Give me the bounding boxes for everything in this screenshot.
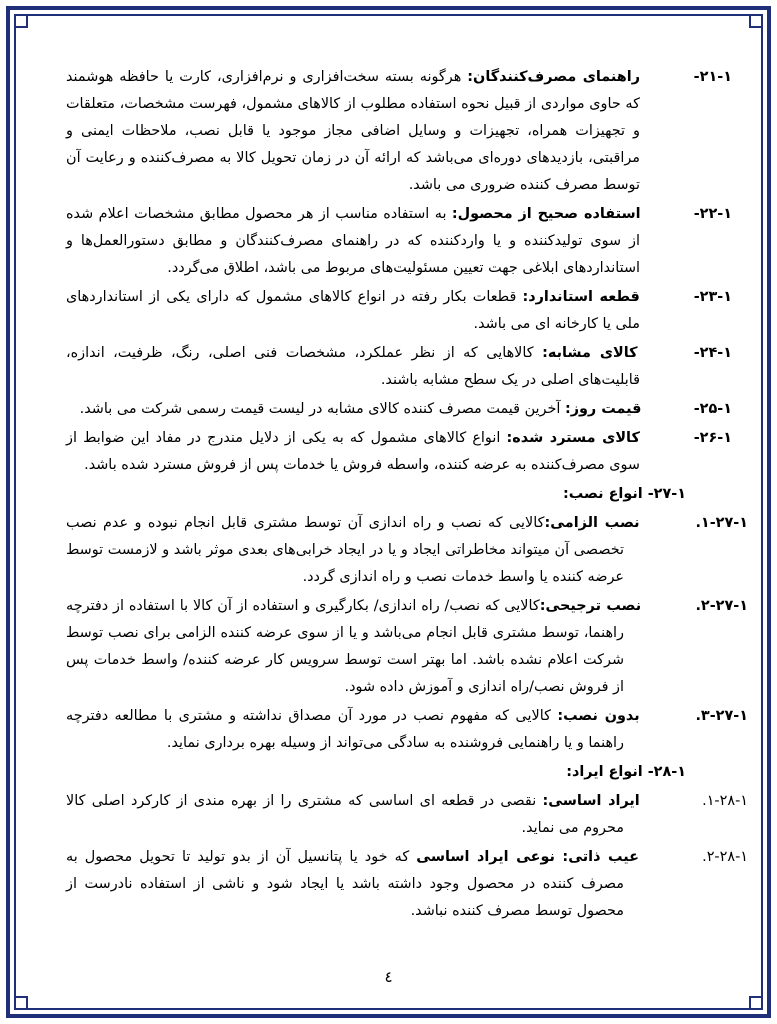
definition-item [66,284,732,338]
item-term: نصب ترجیحی: [539,598,642,614]
definition-item [66,396,732,423]
item-text: کالایی که مفهوم نصب در مورد آن مصداق نداشته و مشتری با مطالعه دفترچه راهنما و یا راهنمایی فروشنده به سادگی می‌تواند از وسیله بهره برداری نماید. [66,708,624,751]
definition-item [66,64,732,199]
item-term: ایراد اساسی: [542,793,640,809]
item-text: قطعات بکار رفته در انواع کالاهای مشمول که دارای یکی از استانداردهای ملی یا کارخانه ای می باشد. [66,289,640,332]
item-number: ۳-۲۷-۱. [695,708,749,724]
item-term: کالای مشابه: [542,345,638,361]
item-number: ۲۴-۱- [693,345,732,361]
subsection-item [66,788,748,842]
item-number: ۱-۲۸-۱. [702,793,748,809]
subsection-item [66,844,748,925]
item-text: کالایی که نصب و راه اندازی آن توسط مشتری قابل انجام نبوده و عدم نصب تخصصی آن میتواند مخاطراتی ایجاد و یا در ایجاد خرابی‌های بعدی موثر باشد و لازمست توسط عرضه کننده یا واسط خدمات نصب و راه اندازی گردد. [66,515,624,585]
item-term: نصب الزامی: [544,515,640,531]
document-body [66,64,749,927]
item-number: ۲۱-۱- [693,69,732,85]
item-number: ۲-۲۷-۱. [695,598,748,614]
section-heading: ۲۷-۱- انواع نصب: [562,486,686,502]
item-term: استفاده صحیح از محصول: [451,206,641,222]
item-term: راهنمای مصرف‌کنندگان: [467,69,640,85]
item-term: عیب ذاتی: نوعی ایراد اساسی [416,849,639,865]
item-text: آخرین قیمت مصرف کننده کالای مشابه در لیست قیمت رسمی شرکت می باشد. [79,401,565,417]
item-term: کالای مسترد شده: [506,430,640,446]
definition-item [66,201,732,282]
definition-item [66,340,732,394]
definition-item [66,425,732,479]
item-text: کالایی که نصب/ راه اندازی/ بکارگیری و استفاده از آن کالا با استفاده از دفترچه راهنما، توسط مشتری قابل انجام می‌باشد و یا از سوی عرضه کننده الزامی برای نصب توسط شرکت اعلام نشده باشد. اما بهتر است توسط سرویس کار عرضه کننده/ واسط خدمات پس از فروش نصب/راه اندازی و آموزش داده شود. [66,598,624,695]
item-term: قیمت روز: [564,401,642,417]
subsection-item [66,703,749,757]
subsection-item [66,510,748,591]
subsection-item [66,593,748,701]
item-number: ۲۵-۱- [693,401,732,417]
item-number: ۲۶-۱- [693,430,732,446]
item-number: ۲-۲۸-۱. [702,849,748,865]
item-text: که خود یا پتانسیل آن از بدو تولید تا تحویل محصول به مصرف کننده در محصول وجود داشته باشد یا ایجاد شود و ناشی از استفاده نادرست از محصول توسط مصرف کننده نباشد. [66,849,624,919]
item-text: به استفاده مناسب از هر محصول مطابق مشخصات اعلام شده از سوی تولیدکننده و یا واردکننده که در راهنمای مصرف‌کنندگان و مطابق دستورالعمل‌ها و استانداردهای ابلاغی جهت تعیین مسئولیت‌های مربوط می باشد، اطلاق می‌گردد. [66,206,640,276]
page-number: ٤ [384,968,393,986]
item-number: ۲۳-۱- [693,289,732,305]
item-text: کالاهایی که از نظر عملکرد، مشخصات فنی اصلی، رنگ، ظرفیت، اندازه، قابلیت‌های اصلی در یک سطح مشابه باشند. [66,345,640,388]
item-text: نقصی در قطعه ای اساسی که مشتری را از بهره مندی از کارکرد اصلی کالا محروم می نماید. [66,793,624,836]
section-heading: ۲۸-۱- انواع ایراد: [566,764,686,780]
item-text: هرگونه بسته سخت‌افزاری و نرم‌افزاری، کارت یا حافظه هوشمند که حاوی مواردی از قبیل نحوه استفاده مطلوب از کالاهای مشمول، فهرست مشخصات، متعلقات و تجهیزات همراه، تجهیزات و وسایل اضافی مجاز موجود یا قابل نصب، ملاحظات ایمنی و مراقبتی، بازدیدهای دوره‌ای می‌باشد که ارائه آن در زمان تحویل کالا به مصرف‌کننده و رعایت آن توسط مصرف کننده ضروری می باشد. [66,69,640,193]
item-number: ۲۲-۱- [693,206,732,222]
item-term: قطعه استاندارد: [522,289,640,305]
item-number: ۱-۲۷-۱. [695,515,748,531]
item-term: بدون نصب: [557,708,640,724]
item-text: انواع کالاهای مشمول که به یکی از دلایل مندرج در مفاد این ضوابط از سوی مصرف‌کننده به عرضه کننده، واسطه فروش یا خدمات پس از فروش مسترد شده باشد. [66,430,640,473]
